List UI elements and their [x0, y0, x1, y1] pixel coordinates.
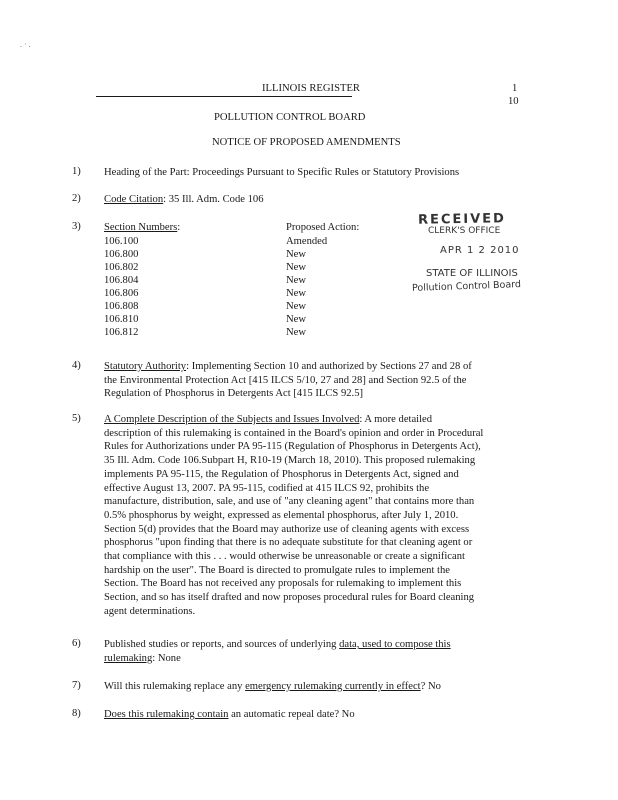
item-2-label: Code Citation — [104, 194, 164, 205]
proposed-action: New — [286, 314, 307, 325]
section-number: 106.100 — [104, 236, 139, 247]
section-number: 106.810 — [104, 314, 139, 325]
item-6-body: Published studies or reports, and sources of underlying data, used to compose this rulemaking: None — [104, 639, 451, 664]
item-1-number: 1) — [72, 166, 81, 177]
item-8-text: Does this rulemaking contain an automatic repeal date? No — [104, 709, 355, 720]
section-number: 106.802 — [104, 262, 139, 273]
stamp-state: STATE OF ILLINOIS — [426, 268, 518, 279]
item-2-text — [104, 193, 264, 206]
board-title: POLLUTION CONTROL BOARD — [214, 112, 366, 123]
item-3-number: 3) — [72, 221, 81, 232]
section-number: 106.812 — [104, 327, 139, 338]
register-title: ILLINOIS REGISTER — [262, 83, 360, 94]
proposed-action: New — [286, 262, 307, 273]
item-8-number: 8) — [72, 708, 81, 719]
item-2-number: 2) — [72, 193, 81, 204]
stamp-office: CLERK'S OFFICE — [428, 226, 501, 236]
proposed-action-list — [286, 235, 327, 339]
sections-header: Section Numbers: — [104, 222, 181, 233]
proposed-action: New — [286, 301, 307, 312]
proposed-action: Amended — [286, 236, 328, 247]
item-1-text: Heading of the Part: Proceedings Pursuant to Specific Rules or Statutory Provisions — [104, 167, 460, 178]
item-5-number: 5) — [72, 413, 81, 424]
page-sub: 10 — [508, 96, 519, 107]
notice-title: NOTICE OF PROPOSED AMENDMENTS — [212, 137, 401, 148]
stamp-board: Pollution Control Board — [411, 279, 522, 294]
section-number-list — [104, 235, 138, 339]
item-4-body: Statutory Authority: Implementing Section 10 and authorized by Sections 27 and 28 of the Environmental Protection Act [415 ILCS 5/10, 27 and 28] and Section 92.5 of the Regulation of Phosphorus in Detergents Act [415 ILCS 92.5] — [104, 361, 472, 400]
proposed-action: New — [286, 288, 307, 299]
item-5-label: A Complete Description of the Subjects and Issues Involved — [104, 414, 360, 425]
section-number: 106.804 — [104, 275, 139, 286]
proposed-action: New — [286, 327, 307, 338]
stamp-date: APR 1 2 2010 — [440, 245, 520, 256]
item-4-number: 4) — [72, 360, 81, 371]
proposed-action: New — [286, 275, 307, 286]
page-number: 1 — [512, 83, 518, 94]
item-2-value: : 35 Ill. Adm. Code 106 — [163, 194, 264, 205]
item-6-number: 6) — [72, 638, 81, 649]
item-4-label: Statutory Authority — [104, 361, 187, 372]
corner-marks: . · . — [20, 40, 31, 49]
section-number: 106.808 — [104, 301, 139, 312]
stamp-received: RECEIVED — [417, 211, 507, 228]
item-7-number: 7) — [72, 680, 81, 691]
section-number: 106.806 — [104, 288, 139, 299]
action-header: Proposed Action: — [286, 222, 360, 233]
item-7-text: Will this rulemaking replace any emergency rulemaking currently in effect? No — [104, 681, 441, 692]
section-number: 106.800 — [104, 249, 139, 260]
header-rule — [96, 96, 352, 97]
proposed-action: New — [286, 249, 307, 260]
item-5-body: A Complete Description of the Subjects and Issues Involved: A more detailed description of this rulemaking is contained in the Board's opinion and order in Procedural Rules for Authorizations under PA 95-115 (Regulation of Phosphorus in Detergents Act), 35 Ill. Adm. Code 106.Subpart H, R10-19 (March 18, 2010). This proposed rulemaking implements PA 95-115, the Regulation of Phosphorus in Detergents Act, signed and effective August 13, 2007. PA 95-115, codified at 415 ILCS 92, prohibits the manufacture, distribution, sale, and use of "any cleaning agent" that contains more than 0.5% phosphorus by weight, expressed as elemental phosphorus, after July 1, 2010. Section 5(d) provides that the Board may authorize use of cleaning agents with excess phosphorus "upon finding that there is no adequate substitute for that cleaning agent or that compliance with this . . . would otherwise be unreasonable or create a significant hardship on the user". The Board is directed to promulgate rules to implement the Section. The Board has not received any proposals for rulemaking to implement this Section, and so has itself drafted and now proposes procedural rules for Board cleaning agent determinations. — [104, 414, 484, 617]
